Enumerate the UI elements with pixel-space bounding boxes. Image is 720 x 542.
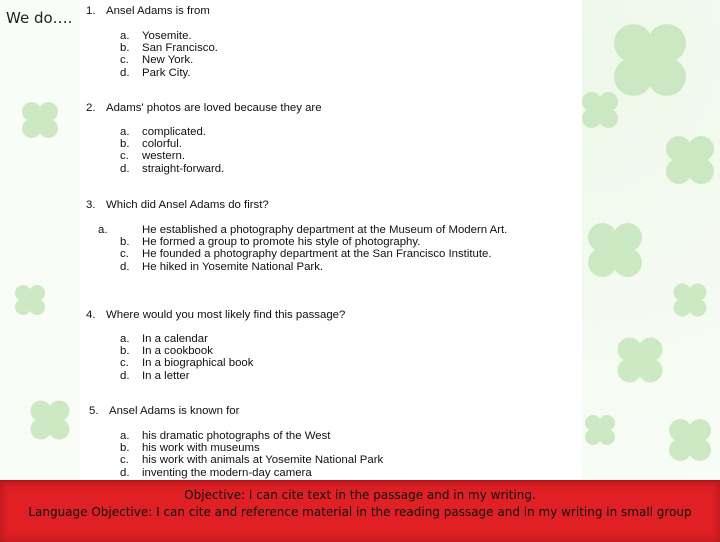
option: c. his work with animals at Yosemite National Park (120, 454, 384, 467)
option: a. He established a photography department at the Museum of Modern Art. (98, 224, 508, 236)
content-objective: Objective: I can cite text in the passage and in my writing. (184, 488, 536, 502)
question-text: Where would you most likely find this passage? (106, 309, 346, 321)
option: d. He hiked in Yosemite National Park. (120, 260, 324, 273)
option: b. San Francisco. (120, 42, 218, 55)
option: c. In a biographical book (120, 357, 254, 370)
question-number: 4. (86, 309, 96, 321)
option: a. In a calendar (120, 333, 208, 345)
option: d. straight-forward. (120, 162, 225, 175)
question-number: 3. (86, 199, 96, 211)
option: a. his dramatic photographs of the West (120, 430, 331, 442)
option: b. In a cookbook (120, 345, 213, 358)
objective-banner (0, 480, 720, 542)
language-objective: Language Objective: I can cite and reference material in the reading passage and in my writing in small group (28, 505, 692, 519)
question-5-options (120, 430, 383, 479)
option: d. In a letter (120, 369, 190, 382)
question-2 (86, 102, 322, 114)
question-text: Ansel Adams is from (106, 5, 210, 17)
option: b. his work with museums (120, 442, 260, 455)
question-3-options (98, 224, 552, 273)
option: a. Yosemite. (120, 30, 192, 42)
question-2-options (120, 126, 224, 175)
option: d. inventing the modern-day camera (120, 466, 312, 479)
option: c. He founded a photography department at the San Francisco Institute. (120, 248, 492, 261)
option: c. New York. (120, 54, 194, 67)
option: b. colorful. (120, 138, 182, 151)
question-text: Adams' photos are loved because they are (106, 102, 322, 114)
worksheet-image (80, 0, 582, 480)
option: a. complicated. (120, 126, 206, 138)
question-text: Which did Ansel Adams do first? (106, 199, 269, 211)
question-3 (86, 199, 269, 211)
question-5 (89, 405, 239, 417)
question-number: 1. (86, 5, 96, 17)
option: d. Park City. (120, 66, 191, 79)
question-4 (86, 309, 345, 321)
option: c. western. (120, 150, 186, 163)
slide-title: We do…. (6, 9, 73, 27)
question-4-options (120, 333, 253, 382)
question-1-options (120, 30, 218, 79)
question-number: 5. (89, 405, 99, 417)
question-number: 2. (86, 102, 96, 114)
question-text: Ansel Adams is known for (109, 405, 240, 417)
option: b. He formed a group to promote his style of photography. (120, 236, 421, 249)
question-1 (86, 5, 210, 17)
